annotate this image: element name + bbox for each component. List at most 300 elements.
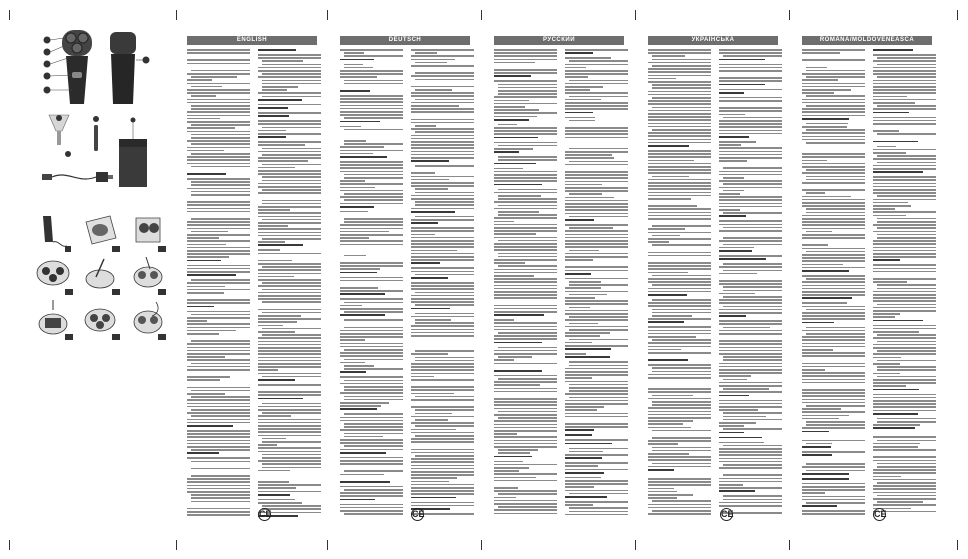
text-line [652,65,711,67]
shaver-cap-illustration [104,30,152,108]
text-heading-line [873,112,909,114]
text-line [719,114,745,116]
text-line [802,115,865,117]
text-heading-line [258,494,290,496]
text-line [187,379,220,381]
text-line [494,404,557,406]
text-line [723,55,782,57]
text-line [652,404,711,406]
text-line [340,507,403,509]
text-line [187,208,250,210]
text-line [262,376,321,378]
text-line [187,247,250,249]
text-line [498,356,532,358]
text-line [877,155,936,157]
text-line [806,309,865,311]
text-line [719,196,782,198]
text-line [648,417,711,419]
text-line [565,480,628,482]
text-line [719,110,782,112]
text-line [802,189,865,191]
text-heading-line [340,481,390,483]
text-line [877,482,936,484]
text-line [648,346,711,348]
text-line [498,156,557,158]
text-heading-line [411,211,455,213]
text-line [565,426,628,428]
text-line [648,49,711,51]
text-line [187,350,250,352]
text-line [258,67,321,69]
text-line [340,164,403,166]
text-line [648,198,691,200]
text-line [873,130,899,132]
text-heading-line [873,49,913,51]
text-line [415,313,474,315]
text-line [411,246,474,248]
text-line [494,269,557,271]
text-line [648,192,711,194]
text-line [877,350,936,352]
text-line [187,399,250,401]
text-line [494,243,557,245]
text-line [873,353,936,355]
text-line [411,75,474,77]
text-line [191,191,250,193]
text-line [411,493,474,495]
text-line [565,423,628,425]
text-column-romanian-a [802,49,865,519]
text-heading-line [340,59,374,61]
text-line [494,440,557,442]
text-line [652,176,689,178]
text-line [411,461,474,463]
text-line [719,382,782,384]
text-line [648,172,711,174]
text-line [494,487,518,489]
text-line [873,307,936,309]
text-line [340,211,368,213]
text-heading-line [258,379,295,381]
text-line [411,108,474,110]
text-line [565,374,628,376]
text-line [494,208,557,210]
text-line [258,337,321,339]
text-line [411,102,474,104]
text-line [873,469,936,471]
text-heading-line [719,315,746,317]
text-line [415,322,474,324]
text-heading-line [719,490,755,492]
text-line [802,492,825,494]
text-line [648,377,711,379]
text-line [411,468,474,470]
text-line [802,172,865,174]
text-line [258,406,321,408]
text-line [873,192,936,194]
text-line [187,79,212,81]
text-line [723,286,782,288]
text-line [187,366,250,368]
text-line [340,429,403,431]
text-line [187,156,250,158]
text-line [565,137,628,139]
text-line [802,126,847,128]
text-line [877,237,936,239]
text-line [565,409,597,411]
text-line [719,255,782,257]
text-line [344,513,403,515]
crop-mark [635,540,636,550]
text-heading-line [648,321,684,323]
text-line [565,416,628,418]
text-line [719,340,782,342]
text-line [802,306,865,308]
text-line [262,441,321,443]
text-line [498,90,557,92]
text-line [648,166,711,168]
text-line [411,452,474,454]
text-line [802,369,825,371]
text-line [187,478,250,480]
text-line [565,278,628,280]
text-line [344,177,403,179]
text-line [411,422,474,424]
text-line [187,131,250,133]
text-line [498,253,557,255]
text-line [498,145,557,147]
text-line [565,377,592,379]
text-line [411,393,454,395]
text-line [723,263,782,265]
text-line [802,349,833,351]
text-line [719,343,782,345]
text-line [873,189,936,191]
text-line [258,216,321,218]
text-line [187,333,219,335]
text-line [340,108,403,110]
text-line [648,78,676,80]
text-line [652,450,711,452]
text-line [719,160,747,162]
text-line [191,415,250,417]
text-line [498,265,557,267]
text-line [648,52,711,54]
text-line [802,389,865,391]
text-line [498,124,517,126]
text-line [340,161,403,163]
power-cord-illustration [38,150,118,190]
text-line [873,300,936,302]
text-line [806,405,865,407]
text-line [411,144,474,146]
text-heading-line [340,90,370,92]
text-line [648,302,711,304]
text-line [873,70,936,72]
text-line [719,409,758,411]
text-line [565,102,628,104]
text-line [411,250,457,252]
text-line [494,401,557,403]
text-line [802,355,865,357]
text-line [258,276,294,278]
text-line [340,486,403,488]
text-line [806,327,865,329]
text-line [802,318,865,320]
text-line [344,389,403,391]
text-line [802,288,865,290]
text-line [565,462,628,464]
text-line [719,385,782,387]
text-line [415,52,437,54]
text-line [494,278,557,280]
text-line [340,203,403,205]
text-line [873,152,906,154]
text-line [262,86,298,88]
step-illustration [130,212,166,252]
text-line [494,230,557,232]
text-line [719,302,782,304]
text-line [806,502,865,504]
text-line [411,335,474,337]
text-line [648,126,711,128]
text-line [873,379,936,381]
text-line [258,253,321,255]
text-line [802,102,865,104]
text-line [569,511,628,513]
text-line [723,428,782,430]
text-line [569,216,628,218]
text-heading-line [719,215,746,217]
text-line [648,491,677,493]
text-line [344,52,364,54]
text-line [565,259,593,261]
text-line [258,112,321,114]
text-line [723,270,782,272]
text-line [340,463,403,465]
text-line [719,333,782,335]
text-line [569,307,590,309]
text-line [565,213,628,215]
text-line [802,257,865,259]
text-line [344,255,366,257]
text-line [652,107,711,109]
text-line [719,126,782,128]
text-line [802,254,865,256]
text-line [652,59,711,61]
text-line [565,92,628,94]
text-line [187,49,250,51]
text-line [262,164,321,166]
text-line [565,164,628,166]
text-line [565,117,595,119]
text-line [802,427,865,429]
text-line [340,234,403,236]
text-line [494,477,536,479]
text-line [648,91,711,93]
text-line [877,495,936,497]
text-line [873,108,936,110]
text-line [723,445,782,447]
text-line [187,204,250,206]
text-line [719,174,782,176]
text-line [565,256,628,258]
text-line [258,92,321,94]
text-line [262,457,321,459]
text-line [498,195,541,197]
text-line [411,230,474,232]
text-line [873,410,936,412]
text-line [411,329,474,331]
text-line [498,159,557,161]
text-line [258,192,321,194]
text-line [873,337,936,339]
text-line [802,513,865,515]
text-line [411,458,474,460]
text-line [340,460,403,462]
text-line [565,171,628,173]
text-line [802,139,865,141]
text-line [569,161,628,163]
text-line [258,481,289,483]
text-line [648,255,711,257]
text-line [648,113,711,115]
text-line [723,474,782,476]
text-line [877,440,936,442]
text-line [806,208,865,210]
text-line [340,439,403,441]
text-line [802,275,865,277]
text-line [873,186,936,188]
text-line [187,488,250,490]
text-line [494,326,557,328]
text-line [648,71,711,73]
text-line [719,157,782,159]
text-line [340,298,403,300]
text-line [569,294,607,296]
text-line [806,169,865,171]
text-line [415,89,452,91]
text-line [344,311,403,313]
text-line [719,180,782,182]
text-line [719,391,782,393]
text-line [187,387,250,389]
text-line [802,451,865,453]
text-line [719,52,782,54]
text-line [187,250,250,252]
text-heading-line [411,277,448,279]
text-line [344,423,403,425]
text-line [719,375,751,377]
text-line [648,497,677,499]
text-line [873,357,901,359]
text-line [258,470,290,472]
text-line [498,378,557,380]
text-line [802,237,865,239]
crop-mark [9,10,10,20]
text-line [648,212,711,214]
text-line [262,403,321,405]
text-line [565,200,628,202]
text-line [411,227,474,229]
text-line [873,363,900,365]
text-line [648,305,711,307]
ce-mark: CE [721,509,734,519]
text-heading-line [494,342,542,344]
text-line [565,310,628,312]
text-line [719,448,782,450]
text-line [494,171,557,173]
text-line [806,95,865,97]
text-line [719,133,782,135]
text-line [806,251,865,253]
text-line [873,331,919,333]
text-line [187,323,250,325]
text-heading-line [873,427,915,429]
text-line [802,260,865,262]
text-line [258,70,321,72]
crop-mark [957,10,958,20]
text-line [262,334,321,336]
text-line [802,366,865,368]
text-line [411,95,474,97]
text-line [340,49,403,51]
text-line [340,101,403,103]
text-line [802,382,865,384]
text-line [494,233,536,235]
text-line [494,72,557,74]
text-line [565,76,588,78]
text-line [648,420,693,422]
text-heading-line [494,456,532,458]
text-line [648,440,711,442]
text-line [723,419,782,421]
text-line [258,451,321,453]
text-line [187,211,250,213]
text-line [565,246,628,248]
text-line [498,452,530,454]
text-line [802,372,865,374]
text-line [494,384,540,386]
text-line [411,379,474,381]
text-heading-line [411,222,438,224]
text-line [802,156,865,158]
text-line [569,384,628,386]
text-line [187,59,250,61]
text-line [648,110,711,112]
text-heading-line [494,314,544,316]
text-line [411,86,474,88]
text-line [187,430,250,432]
text-heading-line [340,156,387,158]
text-line [258,415,291,417]
text-line [873,205,911,207]
text-line [802,408,841,410]
text-line [648,205,697,207]
text-line [498,347,557,349]
text-line [411,406,474,408]
text-line [873,313,900,315]
text-line [652,284,711,286]
text-line [723,117,782,119]
text-line [411,285,474,287]
text-line [802,160,827,162]
shaver-front-illustration [38,28,108,108]
text-line [652,430,711,432]
text-line [648,333,711,335]
text-line [411,147,474,149]
text-line [411,432,474,434]
